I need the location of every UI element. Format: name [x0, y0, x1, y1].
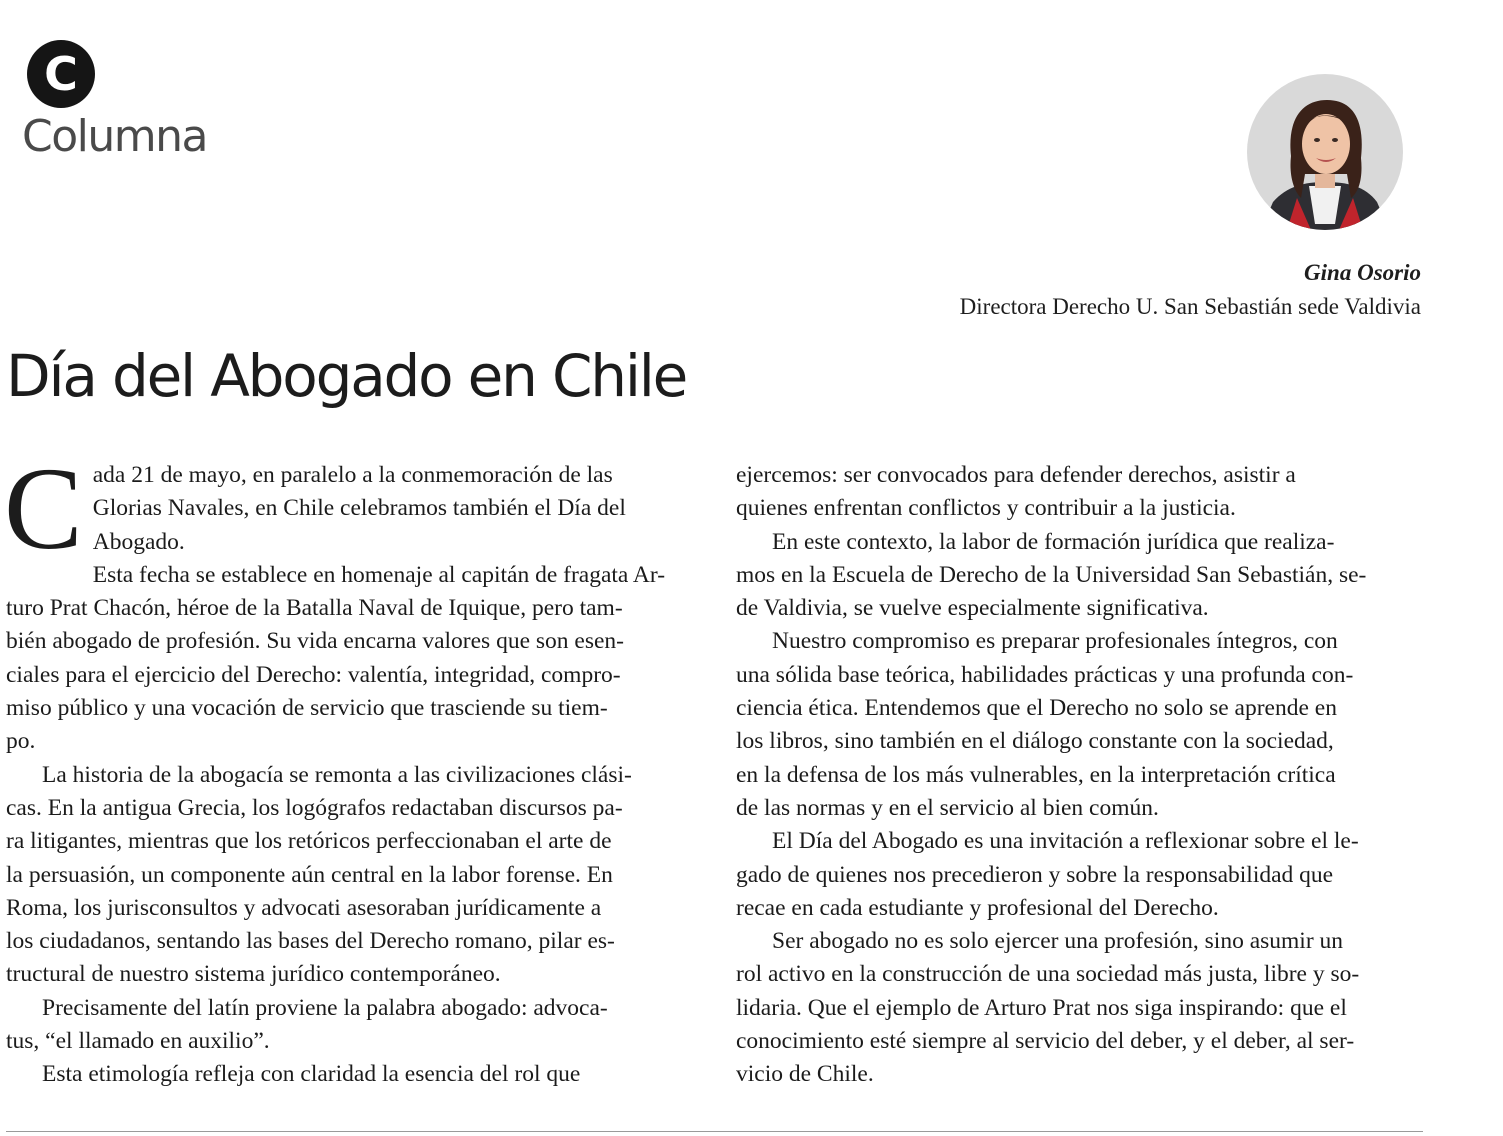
author-role: Directora Derecho U. San Sebastián sede Valdivia	[959, 294, 1421, 319]
text-line: cas. En la antigua Grecia, los logógrafos redactaban discursos pa-	[6, 794, 623, 821]
bottom-rule	[6, 1131, 1423, 1132]
text-line: los ciudadanos, sentando las bases del Derecho romano, pilar es-	[6, 928, 615, 955]
article-column-left	[4, 443, 696, 1092]
paragraph	[6, 759, 696, 992]
text-line: El Día del Abogado es una invitación a reflexionar sobre el le-	[772, 828, 1359, 855]
paragraph	[736, 925, 1426, 1091]
text-line: Esta fecha se establece en homenaje al capitán de fragata Ar-	[92, 561, 666, 588]
text-line: ada 21 de mayo, en paralelo a la conmemoración de las	[92, 462, 613, 488]
text-line: vicio de Chile.	[736, 1061, 874, 1088]
text-line: la persuasión, un componente aún central en la labor forense. En	[6, 861, 613, 888]
text-line: Esta etimología refleja con claridad la esencia del rol que	[42, 1061, 581, 1088]
text-line: recae en cada estudiante y profesional del Derecho.	[736, 894, 1219, 921]
text-line: po.	[6, 728, 36, 755]
text-line: mos en la Escuela de Derecho de la Universidad San Sebastián, se-	[736, 561, 1367, 588]
text-line: Abogado.	[92, 528, 185, 555]
article-headline: Día del Abogado en Chile	[6, 342, 687, 410]
text-line: gado de quienes nos precedieron y sobre la responsabilidad que	[736, 861, 1334, 888]
text-line: los libros, sino también en el diálogo constante con la sociedad,	[736, 728, 1334, 755]
text-line: Nuestro compromiso es preparar profesionales íntegros, con	[772, 628, 1338, 655]
section-label: Columna	[22, 111, 207, 162]
paragraph	[736, 825, 1426, 925]
drop-cap: C	[4, 443, 83, 574]
author-photo	[1247, 74, 1403, 230]
paragraph	[6, 559, 696, 759]
text-line: bién abogado de profesión. Su vida encarna valores que son esen-	[6, 628, 624, 655]
paragraph	[6, 992, 696, 1059]
text-line: lidaria. Que el ejemplo de Arturo Prat nos siga inspirando: que el	[736, 994, 1347, 1021]
text-line: turo Prat Chacón, héroe de la Batalla Naval de Iquique, pero tam-	[6, 595, 623, 622]
text-line: miso público y una vocación de servicio que trasciende su tiem-	[6, 695, 608, 722]
paragraph	[736, 625, 1426, 825]
paragraph	[4, 443, 696, 574]
text-line: En este contexto, la labor de formación jurídica que realiza-	[772, 528, 1335, 555]
text-line: Precisamente del latín proviene la palabra abogado: advoca-	[42, 994, 608, 1021]
text-line: tus, “el llamado en auxilio”.	[6, 1028, 270, 1055]
text-line: conocimiento esté siempre al servicio del deber, y el deber, al ser-	[736, 1028, 1355, 1055]
text-line: tructural de nuestro sistema jurídico contemporáneo.	[6, 961, 501, 988]
author-name: Gina Osorio	[1304, 260, 1421, 285]
paragraph	[736, 459, 1426, 526]
text-line: Ser abogado no es solo ejercer una profesión, sino asumir un	[772, 928, 1344, 955]
text-line: de las normas y en el servicio al bien común.	[736, 794, 1159, 821]
text-line: ciales para el ejercicio del Derecho: valentía, integridad, compro-	[6, 661, 621, 688]
paragraph	[736, 526, 1426, 626]
text-line: ejercemos: ser convocados para defender derechos, asistir a	[736, 462, 1296, 488]
text-line: ra litigantes, mientras que los retóricos perfeccionaban el arte de	[6, 828, 612, 855]
text-line: de Valdivia, se vuelve especialmente significativa.	[736, 595, 1209, 622]
text-line: rol activo en la construcción de una sociedad más justa, libre y so-	[736, 961, 1360, 988]
column-section-icon: C	[27, 40, 95, 108]
text-line: La historia de la abogacía se remonta a las civilizaciones clási-	[42, 761, 632, 788]
text-line: una sólida base teórica, habilidades prácticas y una profunda con-	[736, 661, 1354, 688]
article-column-right	[736, 459, 1426, 1092]
text-line: Roma, los jurisconsultos y advocati asesoraban jurídicamente a	[6, 894, 602, 921]
text-line: ciencia ética. Entendemos que el Derecho no solo se aprende en	[736, 695, 1337, 722]
text-line: quienes enfrentan conflictos y contribuir a la justicia.	[736, 495, 1236, 522]
text-line: Glorias Navales, en Chile celebramos también el Día del	[92, 495, 626, 522]
text-line: en la defensa de los más vulnerables, en la interpretación crítica	[736, 761, 1336, 788]
paragraph	[6, 1058, 696, 1091]
